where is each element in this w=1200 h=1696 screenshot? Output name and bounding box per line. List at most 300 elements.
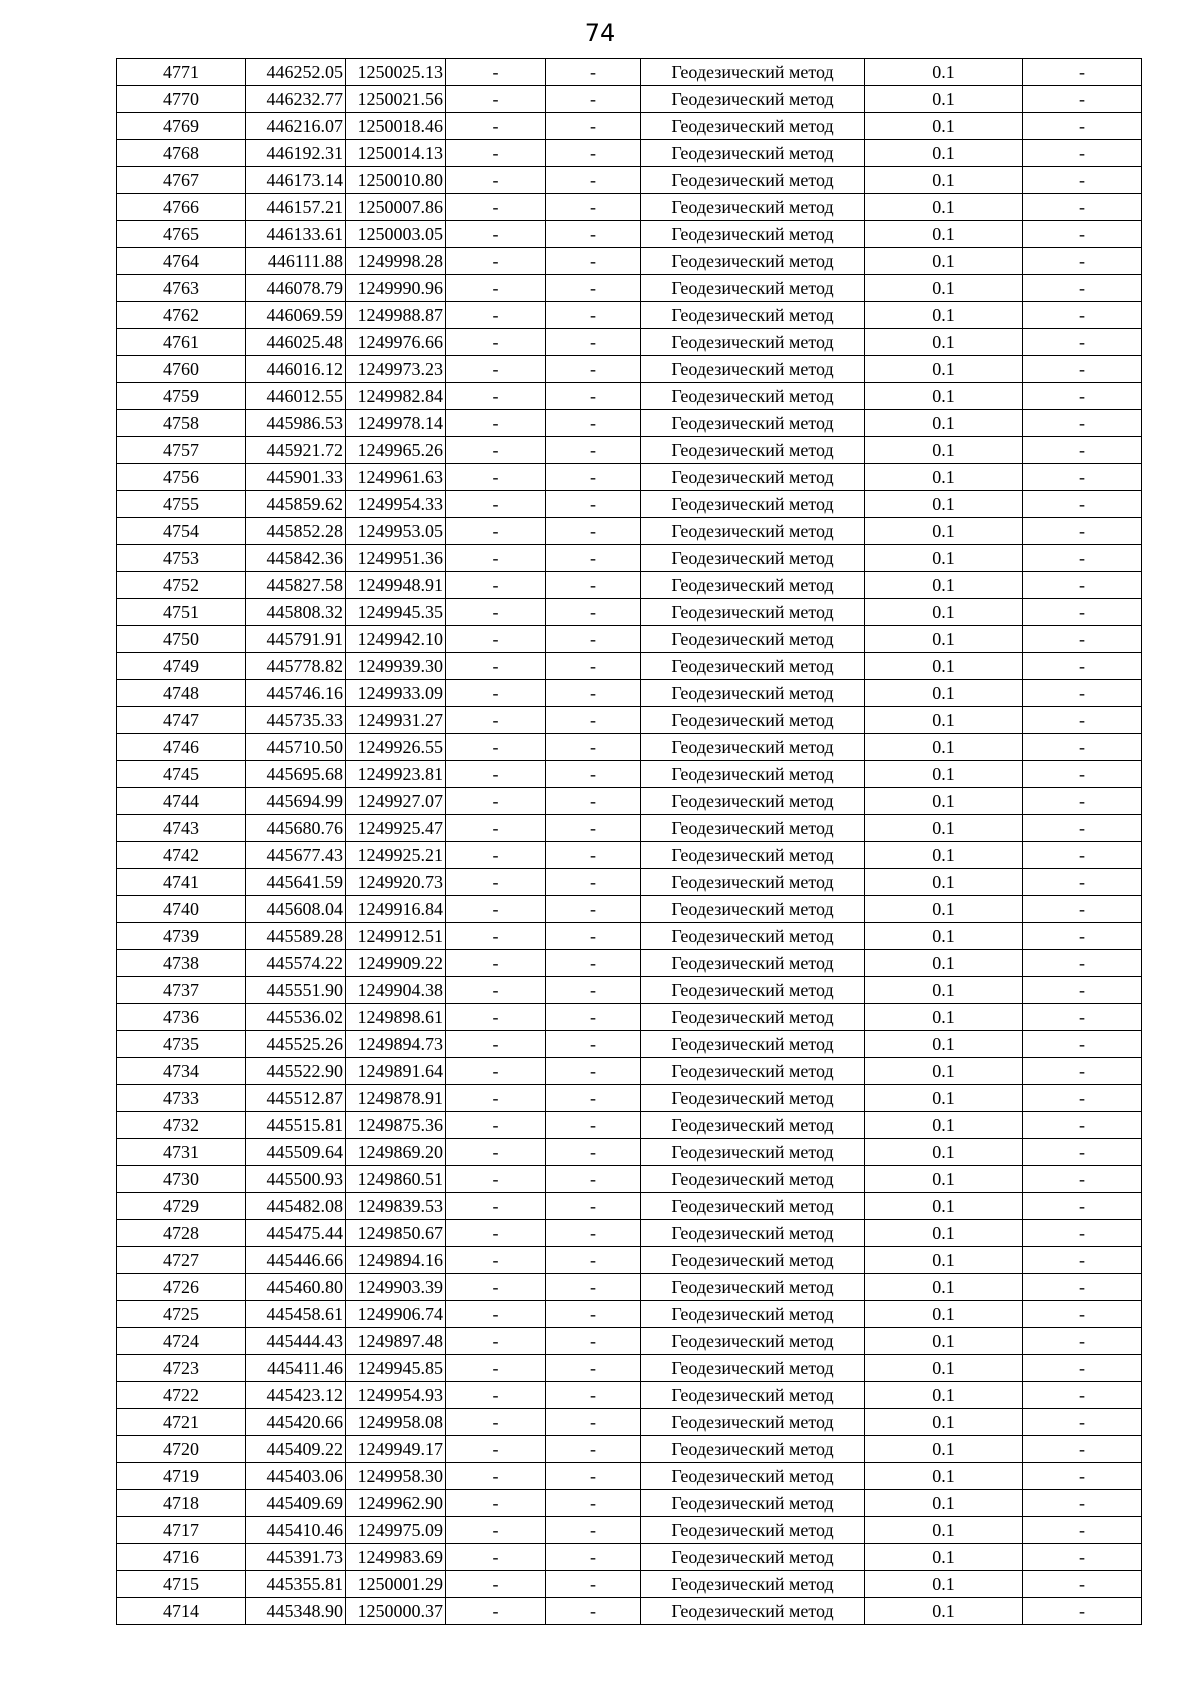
x-coordinate-cell: 445842.36	[246, 545, 346, 572]
table-row	[117, 950, 1142, 977]
dash-cell-2: -	[546, 518, 641, 545]
dash-cell-3: -	[1023, 707, 1142, 734]
table-row	[117, 437, 1142, 464]
accuracy-cell: 0.1	[865, 1382, 1023, 1409]
method-cell: Геодезический метод	[641, 1004, 865, 1031]
dash-cell-1: -	[446, 896, 546, 923]
dash-cell-2: -	[546, 221, 641, 248]
accuracy-cell: 0.1	[865, 1544, 1023, 1571]
x-coordinate-cell: 445355.81	[246, 1571, 346, 1598]
accuracy-cell: 0.1	[865, 545, 1023, 572]
method-cell: Геодезический метод	[641, 653, 865, 680]
table-row	[117, 572, 1142, 599]
point-number-cell: 4722	[117, 1382, 246, 1409]
table-row	[117, 194, 1142, 221]
dash-cell-2: -	[546, 950, 641, 977]
table-row	[117, 1112, 1142, 1139]
accuracy-cell: 0.1	[865, 1490, 1023, 1517]
table-row	[117, 626, 1142, 653]
method-cell: Геодезический метод	[641, 140, 865, 167]
dash-cell-1: -	[446, 275, 546, 302]
method-cell: Геодезический метод	[641, 1301, 865, 1328]
dash-cell-3: -	[1023, 167, 1142, 194]
point-number-cell: 4715	[117, 1571, 246, 1598]
dash-cell-3: -	[1023, 1436, 1142, 1463]
x-coordinate-cell: 445409.69	[246, 1490, 346, 1517]
table-row	[117, 1274, 1142, 1301]
dash-cell-3: -	[1023, 1544, 1142, 1571]
method-cell: Геодезический метод	[641, 167, 865, 194]
method-cell: Геодезический метод	[641, 896, 865, 923]
accuracy-cell: 0.1	[865, 140, 1023, 167]
accuracy-cell: 0.1	[865, 1571, 1023, 1598]
dash-cell-1: -	[446, 734, 546, 761]
x-coordinate-cell: 445512.87	[246, 1085, 346, 1112]
table-row	[117, 302, 1142, 329]
dash-cell-2: -	[546, 545, 641, 572]
dash-cell-3: -	[1023, 302, 1142, 329]
method-cell: Геодезический метод	[641, 788, 865, 815]
table-row	[117, 1166, 1142, 1193]
dash-cell-2: -	[546, 977, 641, 1004]
accuracy-cell: 0.1	[865, 1409, 1023, 1436]
dash-cell-3: -	[1023, 1166, 1142, 1193]
y-coordinate-cell: 1249953.05	[346, 518, 446, 545]
dash-cell-2: -	[546, 1598, 641, 1625]
dash-cell-3: -	[1023, 842, 1142, 869]
y-coordinate-cell: 1250003.05	[346, 221, 446, 248]
dash-cell-1: -	[446, 167, 546, 194]
x-coordinate-cell: 445827.58	[246, 572, 346, 599]
point-number-cell: 4739	[117, 923, 246, 950]
dash-cell-2: -	[546, 1544, 641, 1571]
dash-cell-1: -	[446, 1436, 546, 1463]
point-number-cell: 4771	[117, 59, 246, 86]
dash-cell-1: -	[446, 59, 546, 86]
dash-cell-1: -	[446, 653, 546, 680]
y-coordinate-cell: 1249975.09	[346, 1517, 446, 1544]
accuracy-cell: 0.1	[865, 1598, 1023, 1625]
x-coordinate-cell: 445680.76	[246, 815, 346, 842]
dash-cell-3: -	[1023, 1355, 1142, 1382]
point-number-cell: 4717	[117, 1517, 246, 1544]
dash-cell-2: -	[546, 1085, 641, 1112]
y-coordinate-cell: 1250001.29	[346, 1571, 446, 1598]
x-coordinate-cell: 445391.73	[246, 1544, 346, 1571]
point-number-cell: 4768	[117, 140, 246, 167]
dash-cell-1: -	[446, 1220, 546, 1247]
y-coordinate-cell: 1249988.87	[346, 302, 446, 329]
x-coordinate-cell: 445482.08	[246, 1193, 346, 1220]
accuracy-cell: 0.1	[865, 734, 1023, 761]
dash-cell-2: -	[546, 1139, 641, 1166]
y-coordinate-cell: 1250025.13	[346, 59, 446, 86]
dash-cell-2: -	[546, 329, 641, 356]
table-row	[117, 356, 1142, 383]
table-row	[117, 329, 1142, 356]
dash-cell-2: -	[546, 410, 641, 437]
dash-cell-1: -	[446, 950, 546, 977]
dash-cell-3: -	[1023, 1031, 1142, 1058]
x-coordinate-cell: 445574.22	[246, 950, 346, 977]
method-cell: Геодезический метод	[641, 1598, 865, 1625]
point-number-cell: 4756	[117, 464, 246, 491]
dash-cell-3: -	[1023, 545, 1142, 572]
dash-cell-2: -	[546, 1571, 641, 1598]
method-cell: Геодезический метод	[641, 248, 865, 275]
y-coordinate-cell: 1249898.61	[346, 1004, 446, 1031]
point-number-cell: 4754	[117, 518, 246, 545]
x-coordinate-cell: 445500.93	[246, 1166, 346, 1193]
x-coordinate-cell: 445475.44	[246, 1220, 346, 1247]
accuracy-cell: 0.1	[865, 599, 1023, 626]
dash-cell-2: -	[546, 680, 641, 707]
dash-cell-3: -	[1023, 1058, 1142, 1085]
method-cell: Геодезический метод	[641, 464, 865, 491]
dash-cell-2: -	[546, 248, 641, 275]
y-coordinate-cell: 1249891.64	[346, 1058, 446, 1085]
y-coordinate-cell: 1249904.38	[346, 977, 446, 1004]
y-coordinate-cell: 1249927.07	[346, 788, 446, 815]
y-coordinate-cell: 1249925.47	[346, 815, 446, 842]
point-number-cell: 4762	[117, 302, 246, 329]
point-number-cell: 4749	[117, 653, 246, 680]
point-number-cell: 4731	[117, 1139, 246, 1166]
point-number-cell: 4733	[117, 1085, 246, 1112]
accuracy-cell: 0.1	[865, 329, 1023, 356]
table-row	[117, 788, 1142, 815]
method-cell: Геодезический метод	[641, 1382, 865, 1409]
dash-cell-1: -	[446, 1004, 546, 1031]
x-coordinate-cell: 445608.04	[246, 896, 346, 923]
dash-cell-1: -	[446, 869, 546, 896]
dash-cell-2: -	[546, 842, 641, 869]
table-row	[117, 1463, 1142, 1490]
point-number-cell: 4770	[117, 86, 246, 113]
y-coordinate-cell: 1249978.14	[346, 410, 446, 437]
table-row	[117, 599, 1142, 626]
dash-cell-3: -	[1023, 869, 1142, 896]
dash-cell-2: -	[546, 653, 641, 680]
dash-cell-2: -	[546, 437, 641, 464]
dash-cell-3: -	[1023, 734, 1142, 761]
dash-cell-1: -	[446, 356, 546, 383]
dash-cell-3: -	[1023, 275, 1142, 302]
x-coordinate-cell: 445710.50	[246, 734, 346, 761]
x-coordinate-cell: 445509.64	[246, 1139, 346, 1166]
method-cell: Геодезический метод	[641, 1139, 865, 1166]
accuracy-cell: 0.1	[865, 1328, 1023, 1355]
method-cell: Геодезический метод	[641, 1571, 865, 1598]
accuracy-cell: 0.1	[865, 653, 1023, 680]
point-number-cell: 4732	[117, 1112, 246, 1139]
accuracy-cell: 0.1	[865, 302, 1023, 329]
accuracy-cell: 0.1	[865, 194, 1023, 221]
method-cell: Геодезический метод	[641, 1247, 865, 1274]
method-cell: Геодезический метод	[641, 1328, 865, 1355]
dash-cell-1: -	[446, 1085, 546, 1112]
point-number-cell: 4751	[117, 599, 246, 626]
y-coordinate-cell: 1249958.08	[346, 1409, 446, 1436]
dash-cell-1: -	[446, 545, 546, 572]
accuracy-cell: 0.1	[865, 977, 1023, 1004]
x-coordinate-cell: 445551.90	[246, 977, 346, 1004]
x-coordinate-cell: 445641.59	[246, 869, 346, 896]
accuracy-cell: 0.1	[865, 491, 1023, 518]
x-coordinate-cell: 445458.61	[246, 1301, 346, 1328]
accuracy-cell: 0.1	[865, 923, 1023, 950]
table-row	[117, 1220, 1142, 1247]
dash-cell-1: -	[446, 1355, 546, 1382]
x-coordinate-cell: 446069.59	[246, 302, 346, 329]
dash-cell-1: -	[446, 464, 546, 491]
dash-cell-2: -	[546, 707, 641, 734]
table-row	[117, 221, 1142, 248]
table-row	[117, 1382, 1142, 1409]
y-coordinate-cell: 1250021.56	[346, 86, 446, 113]
dash-cell-3: -	[1023, 1517, 1142, 1544]
method-cell: Геодезический метод	[641, 113, 865, 140]
y-coordinate-cell: 1249962.90	[346, 1490, 446, 1517]
table-row	[117, 1355, 1142, 1382]
table-row	[117, 59, 1142, 86]
dash-cell-1: -	[446, 1193, 546, 1220]
method-cell: Геодезический метод	[641, 1193, 865, 1220]
method-cell: Геодезический метод	[641, 221, 865, 248]
dash-cell-2: -	[546, 734, 641, 761]
table-row	[117, 140, 1142, 167]
dash-cell-1: -	[446, 194, 546, 221]
dash-cell-1: -	[446, 1409, 546, 1436]
dash-cell-2: -	[546, 1247, 641, 1274]
dash-cell-3: -	[1023, 1112, 1142, 1139]
table-row	[117, 896, 1142, 923]
page-number: 74	[584, 19, 616, 47]
dash-cell-1: -	[446, 1598, 546, 1625]
y-coordinate-cell: 1249909.22	[346, 950, 446, 977]
method-cell: Геодезический метод	[641, 302, 865, 329]
dash-cell-1: -	[446, 383, 546, 410]
accuracy-cell: 0.1	[865, 869, 1023, 896]
dash-cell-2: -	[546, 1382, 641, 1409]
y-coordinate-cell: 1249990.96	[346, 275, 446, 302]
table-row	[117, 1058, 1142, 1085]
dash-cell-1: -	[446, 113, 546, 140]
y-coordinate-cell: 1249973.23	[346, 356, 446, 383]
method-cell: Геодезический метод	[641, 1517, 865, 1544]
accuracy-cell: 0.1	[865, 761, 1023, 788]
dash-cell-3: -	[1023, 572, 1142, 599]
method-cell: Геодезический метод	[641, 1490, 865, 1517]
point-number-cell: 4761	[117, 329, 246, 356]
dash-cell-3: -	[1023, 1193, 1142, 1220]
method-cell: Геодезический метод	[641, 194, 865, 221]
dash-cell-1: -	[446, 1166, 546, 1193]
dash-cell-2: -	[546, 1193, 641, 1220]
dash-cell-2: -	[546, 1112, 641, 1139]
method-cell: Геодезический метод	[641, 1085, 865, 1112]
dash-cell-2: -	[546, 1058, 641, 1085]
point-number-cell: 4728	[117, 1220, 246, 1247]
point-number-cell: 4767	[117, 167, 246, 194]
dash-cell-1: -	[446, 329, 546, 356]
dash-cell-1: -	[446, 1544, 546, 1571]
dash-cell-3: -	[1023, 1328, 1142, 1355]
table-row	[117, 248, 1142, 275]
dash-cell-3: -	[1023, 113, 1142, 140]
y-coordinate-cell: 1249869.20	[346, 1139, 446, 1166]
dash-cell-1: -	[446, 1328, 546, 1355]
dash-cell-3: -	[1023, 626, 1142, 653]
table-row	[117, 1517, 1142, 1544]
y-coordinate-cell: 1249954.93	[346, 1382, 446, 1409]
table-row	[117, 653, 1142, 680]
method-cell: Геодезический метод	[641, 410, 865, 437]
point-number-cell: 4716	[117, 1544, 246, 1571]
x-coordinate-cell: 445420.66	[246, 1409, 346, 1436]
y-coordinate-cell: 1249949.17	[346, 1436, 446, 1463]
x-coordinate-cell: 445901.33	[246, 464, 346, 491]
table-row	[117, 842, 1142, 869]
point-number-cell: 4724	[117, 1328, 246, 1355]
accuracy-cell: 0.1	[865, 1112, 1023, 1139]
dash-cell-3: -	[1023, 248, 1142, 275]
dash-cell-3: -	[1023, 1382, 1142, 1409]
x-coordinate-cell: 445859.62	[246, 491, 346, 518]
dash-cell-1: -	[446, 1517, 546, 1544]
y-coordinate-cell: 1249976.66	[346, 329, 446, 356]
accuracy-cell: 0.1	[865, 1274, 1023, 1301]
dash-cell-2: -	[546, 788, 641, 815]
x-coordinate-cell: 446232.77	[246, 86, 346, 113]
dash-cell-1: -	[446, 1490, 546, 1517]
point-number-cell: 4746	[117, 734, 246, 761]
dash-cell-2: -	[546, 896, 641, 923]
dash-cell-2: -	[546, 113, 641, 140]
dash-cell-1: -	[446, 761, 546, 788]
dash-cell-3: -	[1023, 977, 1142, 1004]
point-number-cell: 4740	[117, 896, 246, 923]
dash-cell-3: -	[1023, 410, 1142, 437]
accuracy-cell: 0.1	[865, 1517, 1023, 1544]
dash-cell-1: -	[446, 437, 546, 464]
y-coordinate-cell: 1249916.84	[346, 896, 446, 923]
accuracy-cell: 0.1	[865, 1301, 1023, 1328]
y-coordinate-cell: 1249875.36	[346, 1112, 446, 1139]
table-row	[117, 464, 1142, 491]
dash-cell-1: -	[446, 1463, 546, 1490]
point-number-cell: 4730	[117, 1166, 246, 1193]
point-number-cell: 4738	[117, 950, 246, 977]
table-row	[117, 518, 1142, 545]
table-row	[117, 734, 1142, 761]
dash-cell-1: -	[446, 1301, 546, 1328]
dash-cell-3: -	[1023, 221, 1142, 248]
method-cell: Геодезический метод	[641, 275, 865, 302]
accuracy-cell: 0.1	[865, 1166, 1023, 1193]
dash-cell-2: -	[546, 491, 641, 518]
table-row	[117, 869, 1142, 896]
dash-cell-1: -	[446, 248, 546, 275]
x-coordinate-cell: 445695.68	[246, 761, 346, 788]
dash-cell-3: -	[1023, 1247, 1142, 1274]
accuracy-cell: 0.1	[865, 626, 1023, 653]
point-number-cell: 4743	[117, 815, 246, 842]
x-coordinate-cell: 445409.22	[246, 1436, 346, 1463]
dash-cell-2: -	[546, 59, 641, 86]
dash-cell-1: -	[446, 842, 546, 869]
table-row	[117, 1544, 1142, 1571]
x-coordinate-cell: 445460.80	[246, 1274, 346, 1301]
y-coordinate-cell: 1249939.30	[346, 653, 446, 680]
method-cell: Геодезический метод	[641, 356, 865, 383]
x-coordinate-cell: 446173.14	[246, 167, 346, 194]
dash-cell-2: -	[546, 1031, 641, 1058]
dash-cell-2: -	[546, 815, 641, 842]
dash-cell-3: -	[1023, 464, 1142, 491]
method-cell: Геодезический метод	[641, 1463, 865, 1490]
method-cell: Геодезический метод	[641, 437, 865, 464]
method-cell: Геодезический метод	[641, 869, 865, 896]
dash-cell-2: -	[546, 1220, 641, 1247]
dash-cell-2: -	[546, 1409, 641, 1436]
dash-cell-1: -	[446, 221, 546, 248]
point-number-cell: 4748	[117, 680, 246, 707]
method-cell: Геодезический метод	[641, 761, 865, 788]
dash-cell-2: -	[546, 194, 641, 221]
dash-cell-3: -	[1023, 59, 1142, 86]
dash-cell-1: -	[446, 707, 546, 734]
point-number-cell: 4766	[117, 194, 246, 221]
y-coordinate-cell: 1249965.26	[346, 437, 446, 464]
accuracy-cell: 0.1	[865, 572, 1023, 599]
coordinates-table-body	[117, 59, 1142, 1625]
method-cell: Геодезический метод	[641, 1544, 865, 1571]
method-cell: Геодезический метод	[641, 1166, 865, 1193]
y-coordinate-cell: 1249920.73	[346, 869, 446, 896]
dash-cell-3: -	[1023, 1571, 1142, 1598]
table-row	[117, 410, 1142, 437]
x-coordinate-cell: 445525.26	[246, 1031, 346, 1058]
accuracy-cell: 0.1	[865, 788, 1023, 815]
method-cell: Геодезический метод	[641, 491, 865, 518]
point-number-cell: 4726	[117, 1274, 246, 1301]
y-coordinate-cell: 1249983.69	[346, 1544, 446, 1571]
dash-cell-1: -	[446, 923, 546, 950]
dash-cell-1: -	[446, 1058, 546, 1085]
table-row	[117, 113, 1142, 140]
point-number-cell: 4721	[117, 1409, 246, 1436]
dash-cell-2: -	[546, 167, 641, 194]
point-number-cell: 4765	[117, 221, 246, 248]
y-coordinate-cell: 1249923.81	[346, 761, 446, 788]
dash-cell-3: -	[1023, 815, 1142, 842]
dash-cell-3: -	[1023, 437, 1142, 464]
dash-cell-2: -	[546, 464, 641, 491]
method-cell: Геодезический метод	[641, 86, 865, 113]
dash-cell-3: -	[1023, 1139, 1142, 1166]
point-number-cell: 4747	[117, 707, 246, 734]
dash-cell-1: -	[446, 1274, 546, 1301]
dash-cell-3: -	[1023, 788, 1142, 815]
method-cell: Геодезический метод	[641, 1355, 865, 1382]
dash-cell-1: -	[446, 1031, 546, 1058]
point-number-cell: 4742	[117, 842, 246, 869]
method-cell: Геодезический метод	[641, 815, 865, 842]
table-row	[117, 1031, 1142, 1058]
y-coordinate-cell: 1249951.36	[346, 545, 446, 572]
dash-cell-3: -	[1023, 923, 1142, 950]
